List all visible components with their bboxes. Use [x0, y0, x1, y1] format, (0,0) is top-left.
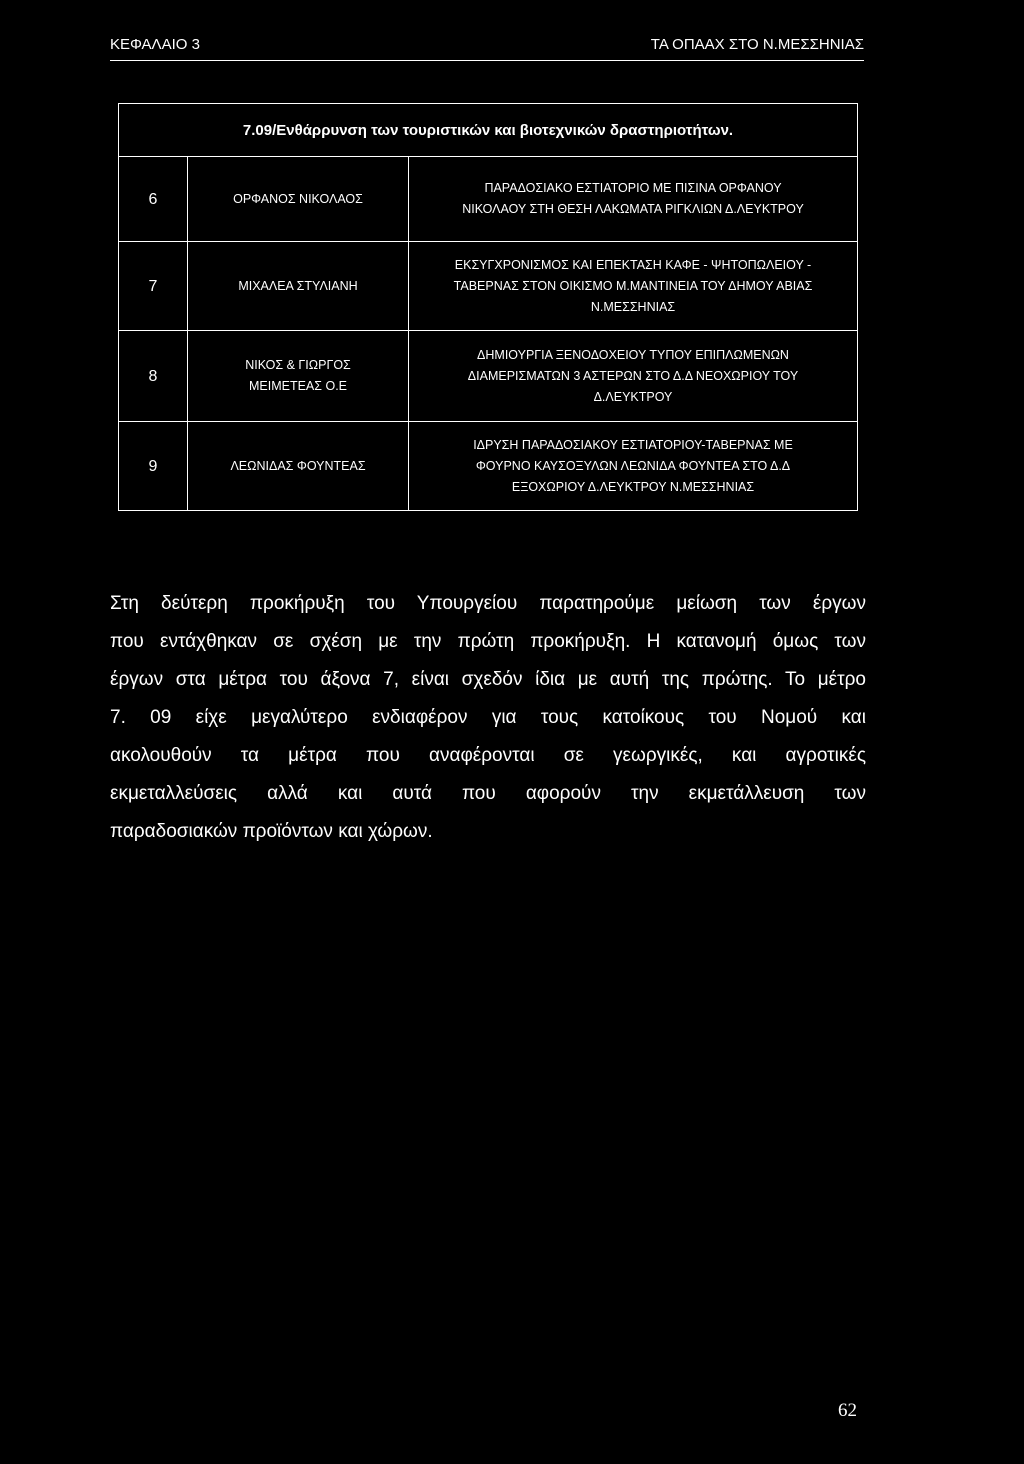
- table-row: [119, 242, 858, 331]
- paragraph-line: παραδοσιακών προϊόντων και χώρων.: [110, 821, 433, 842]
- row-number: 7: [119, 242, 188, 331]
- beneficiary-name: ΜΙΧΑΛΕΑ ΣΤΥΛΙΑΝΗ: [188, 242, 409, 331]
- section-label: ΤΑ ΟΠΑΑΧ ΣΤΟ Ν.ΜΕΣΣΗΝΙΑΣ: [650, 36, 864, 53]
- table-row: [119, 331, 858, 422]
- project-description: ΕΚΣΥΓΧΡΟΝΙΣΜΟΣ ΚΑΙ ΕΠΕΚΤΑΣΗ ΚΑΦΕ - ΨΗΤΟΠΩΛΕΙΟΥ - ΤΑΒΕΡΝΑΣ ΣΤΟΝ ΟΙΚΙΣΜΟ Μ.ΜΑΝΤΙΝΕΙΑ ΤΟΥ ΔΗΜΟΥ ΑΒΙΑΣ Ν.ΜΕΣΣΗΝΙΑΣ: [409, 242, 858, 331]
- page-number: 62: [838, 1400, 857, 1421]
- page-header: [110, 36, 864, 61]
- table-title: 7.09/Ενθάρρυνση των τουριστικών και βιοτεχνικών δραστηριοτήτων.: [119, 104, 858, 157]
- paragraph-line: 7. 09 είχε μεγαλύτερο ενδιαφέρον για τους κατοίκους του Νομού και: [110, 707, 866, 728]
- table-row: [119, 422, 858, 511]
- row-number: 9: [119, 422, 188, 511]
- body-paragraph: [110, 585, 866, 851]
- paragraph-line: έργων στα μέτρα του άξονα 7, είναι σχεδόν ίδια με αυτή της πρώτης. Το μέτρο: [110, 669, 866, 690]
- table-row: [119, 157, 858, 242]
- beneficiary-name: ΝΙΚΟΣ & ΓΙΩΡΓΟΣ ΜΕΙΜΕΤΕΑΣ Ο.Ε: [188, 331, 409, 422]
- row-number: 8: [119, 331, 188, 422]
- paragraph-line: ακολουθούν τα μέτρα που αναφέρονται σε γεωργικές, και αγροτικές: [110, 745, 866, 766]
- project-description: ΔΗΜΙΟΥΡΓΙΑ ΞΕΝΟΔΟΧΕΙΟΥ ΤΥΠΟΥ ΕΠΙΠΛΩΜΕΝΩΝ ΔΙΑΜΕΡΙΣΜΑΤΩΝ 3 ΑΣΤΕΡΩΝ ΣΤΟ Δ.Δ ΝΕΟΧΩΡΙΟΥ ΤΟΥ Δ.ΛΕΥΚΤΡΟΥ: [409, 331, 858, 422]
- projects-table: [118, 103, 858, 511]
- paragraph-line: που εντάχθηκαν σε σχέση με την πρώτη προκήρυξη. Η κατανομή όμως των: [110, 631, 866, 652]
- paragraph-line: Στη δεύτερη προκήρυξη του Υπουργείου παρατηρούμε μείωση των έργων: [110, 593, 866, 614]
- paragraph-line: εκμεταλλεύσεις αλλά και αυτά που αφορούν την εκμετάλλευση των: [110, 783, 866, 804]
- project-description: ΠΑΡΑΔΟΣΙΑΚΟ ΕΣΤΙΑΤΟΡΙΟ ΜΕ ΠΙΣΙΝΑ ΟΡΦΑΝΟΥ ΝΙΚΟΛΑΟΥ ΣΤΗ ΘΕΣΗ ΛΑΚΩΜΑΤΑ ΡΙΓΚΛΙΩΝ Δ.ΛΕΥΚΤΡΟΥ: [409, 157, 858, 242]
- beneficiary-name: ΛΕΩΝΙΔΑΣ ΦΟΥΝΤΕΑΣ: [188, 422, 409, 511]
- chapter-label: ΚΕΦΑΛΑΙΟ 3: [110, 36, 200, 53]
- row-number: 6: [119, 157, 188, 242]
- beneficiary-name: ΟΡΦΑΝΟΣ ΝΙΚΟΛΑΟΣ: [188, 157, 409, 242]
- project-description: ΙΔΡΥΣΗ ΠΑΡΑΔΟΣΙΑΚΟΥ ΕΣΤΙΑΤΟΡΙΟΥ-ΤΑΒΕΡΝΑΣ ΜΕ ΦΟΥΡΝΟ ΚΑΥΣΟΞΥΛΩΝ ΛΕΩΝΙΔΑ ΦΟΥΝΤΕΑ ΣΤΟ Δ.Δ ΕΞΟΧΩΡΙΟΥ Δ.ΛΕΥΚΤΡΟΥ Ν.ΜΕΣΣΗΝΙΑΣ: [409, 422, 858, 511]
